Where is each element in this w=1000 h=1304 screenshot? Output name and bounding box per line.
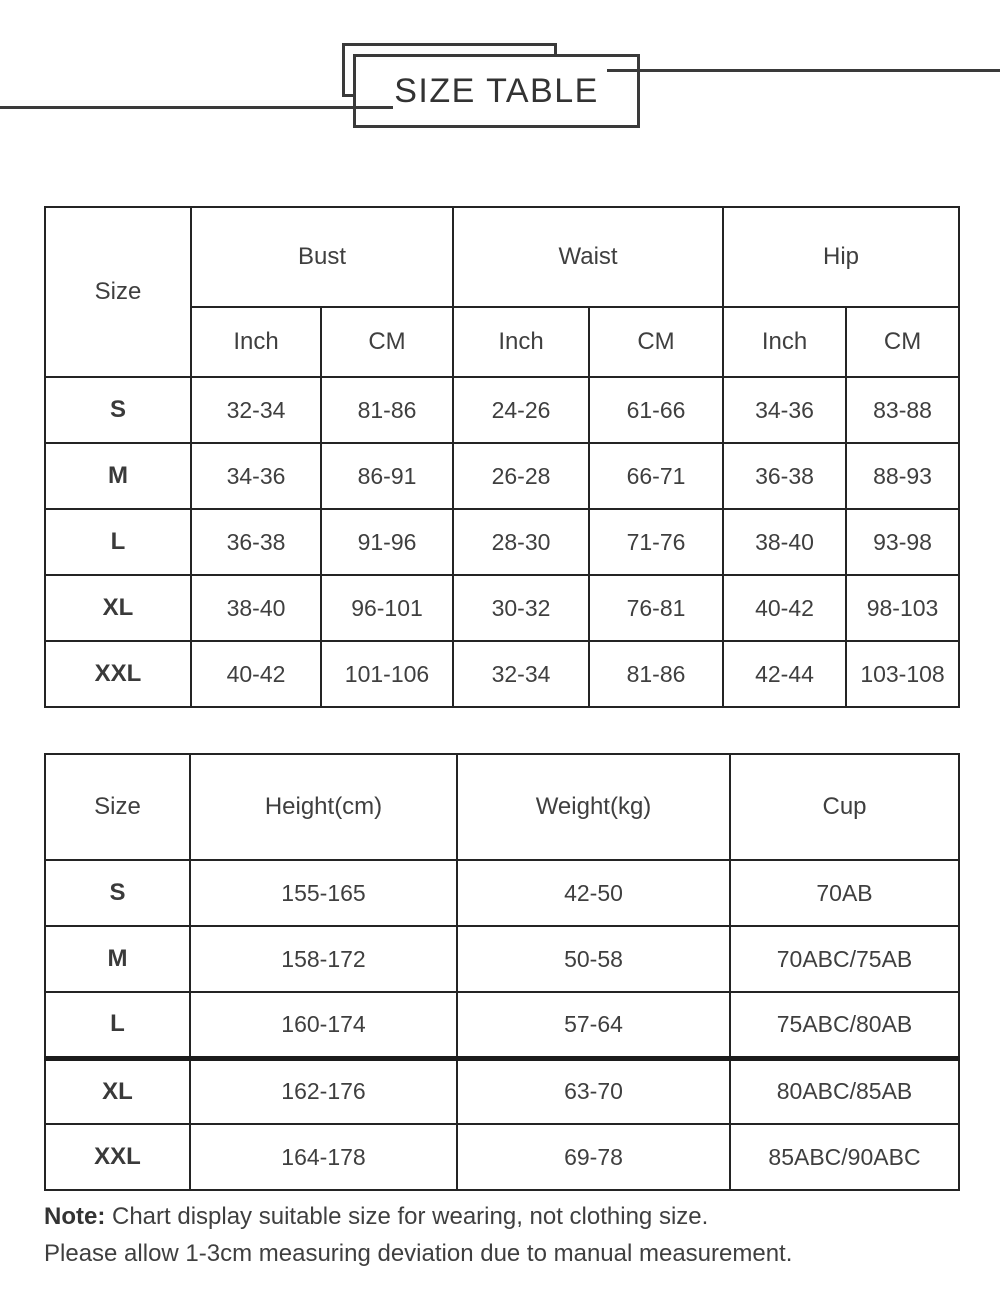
unit-header: CM bbox=[321, 307, 453, 377]
table-cell: 86-91 bbox=[321, 443, 453, 509]
unit-header: Inch bbox=[723, 307, 846, 377]
table-cell: 101-106 bbox=[321, 641, 453, 707]
table-cell: 32-34 bbox=[453, 641, 589, 707]
row-label: M bbox=[45, 443, 191, 509]
table-cell: 50-58 bbox=[457, 926, 730, 992]
table-cell: 83-88 bbox=[846, 377, 959, 443]
table-cell: 160-174 bbox=[190, 992, 457, 1058]
table-cell: 76-81 bbox=[589, 575, 723, 641]
size-column-header: Size bbox=[45, 754, 190, 860]
table-cell: 30-32 bbox=[453, 575, 589, 641]
table-cell: 28-30 bbox=[453, 509, 589, 575]
table-cell: 85ABC/90ABC bbox=[730, 1124, 959, 1190]
unit-header: CM bbox=[589, 307, 723, 377]
table-row-xxl bbox=[45, 1124, 959, 1190]
row-label: XXL bbox=[45, 1124, 190, 1190]
table-cell: 24-26 bbox=[453, 377, 589, 443]
table-cell: 81-86 bbox=[589, 641, 723, 707]
cup-column-header: Cup bbox=[730, 754, 959, 860]
table-cell: 36-38 bbox=[191, 509, 321, 575]
table-cell: 98-103 bbox=[846, 575, 959, 641]
table-cell: 57-64 bbox=[457, 992, 730, 1058]
table-cell: 93-98 bbox=[846, 509, 959, 575]
row-label: S bbox=[45, 377, 191, 443]
table-cell: 75ABC/80AB bbox=[730, 992, 959, 1058]
table-cell: 103-108 bbox=[846, 641, 959, 707]
table-row-xl bbox=[45, 1058, 959, 1124]
note-line-2: Please allow 1-3cm measuring deviation due to manual measurement. bbox=[44, 1240, 793, 1267]
table-cell: 40-42 bbox=[191, 641, 321, 707]
table-cell: 38-40 bbox=[723, 509, 846, 575]
table-cell: 155-165 bbox=[190, 860, 457, 926]
decorative-line-right bbox=[607, 69, 1000, 72]
table-cell: 96-101 bbox=[321, 575, 453, 641]
table-cell: 34-36 bbox=[191, 443, 321, 509]
table-cell: 80ABC/85AB bbox=[730, 1058, 959, 1124]
unit-header: Inch bbox=[453, 307, 589, 377]
row-label: XXL bbox=[45, 641, 191, 707]
note-label: Note: bbox=[44, 1203, 106, 1230]
table-row-xl bbox=[45, 575, 959, 641]
table-header-row bbox=[45, 754, 959, 860]
table-cell: 81-86 bbox=[321, 377, 453, 443]
table-row-xxl bbox=[45, 641, 959, 707]
table-cell: 69-78 bbox=[457, 1124, 730, 1190]
table-cell: 38-40 bbox=[191, 575, 321, 641]
table-cell: 158-172 bbox=[190, 926, 457, 992]
table-row-l bbox=[45, 509, 959, 575]
table-cell: 26-28 bbox=[453, 443, 589, 509]
height-column-header: Height(cm) bbox=[190, 754, 457, 860]
table-cell: 61-66 bbox=[589, 377, 723, 443]
row-label: L bbox=[45, 992, 190, 1058]
weight-column-header: Weight(kg) bbox=[457, 754, 730, 860]
fit-guide-table bbox=[44, 753, 960, 1191]
table-cell: 66-71 bbox=[589, 443, 723, 509]
row-label: XL bbox=[45, 1058, 190, 1124]
bust-group-header: Bust bbox=[191, 207, 453, 307]
table-row-m bbox=[45, 443, 959, 509]
table-row-s bbox=[45, 860, 959, 926]
note-line-1 bbox=[44, 1198, 792, 1235]
unit-header: CM bbox=[846, 307, 959, 377]
waist-group-header: Waist bbox=[453, 207, 723, 307]
title-box bbox=[353, 54, 640, 128]
table-cell: 164-178 bbox=[190, 1124, 457, 1190]
note-text-1: Chart display suitable size for wearing, not clothing size. bbox=[105, 1203, 709, 1230]
table-row-m bbox=[45, 926, 959, 992]
note bbox=[44, 1198, 792, 1272]
row-label: S bbox=[45, 860, 190, 926]
table-cell: 40-42 bbox=[723, 575, 846, 641]
row-label: XL bbox=[45, 575, 191, 641]
table-cell: 88-93 bbox=[846, 443, 959, 509]
table-cell: 42-44 bbox=[723, 641, 846, 707]
hip-group-header: Hip bbox=[723, 207, 959, 307]
table-cell: 91-96 bbox=[321, 509, 453, 575]
table-cell: 32-34 bbox=[191, 377, 321, 443]
table-cell: 70AB bbox=[730, 860, 959, 926]
size-measurements-table bbox=[44, 206, 960, 708]
table-cell: 70ABC/75AB bbox=[730, 926, 959, 992]
table-cell: 71-76 bbox=[589, 509, 723, 575]
table-header-group-row bbox=[45, 207, 959, 307]
size-column-header: Size bbox=[45, 207, 191, 377]
table-cell: 162-176 bbox=[190, 1058, 457, 1124]
unit-header: Inch bbox=[191, 307, 321, 377]
page-title: SIZE TABLE bbox=[394, 71, 599, 110]
table-cell: 34-36 bbox=[723, 377, 846, 443]
table-cell: 63-70 bbox=[457, 1058, 730, 1124]
table-cell: 36-38 bbox=[723, 443, 846, 509]
row-label: M bbox=[45, 926, 190, 992]
row-label: L bbox=[45, 509, 191, 575]
table-row-l bbox=[45, 992, 959, 1058]
decorative-line-left bbox=[0, 106, 393, 109]
table-cell: 42-50 bbox=[457, 860, 730, 926]
table-row-s bbox=[45, 377, 959, 443]
